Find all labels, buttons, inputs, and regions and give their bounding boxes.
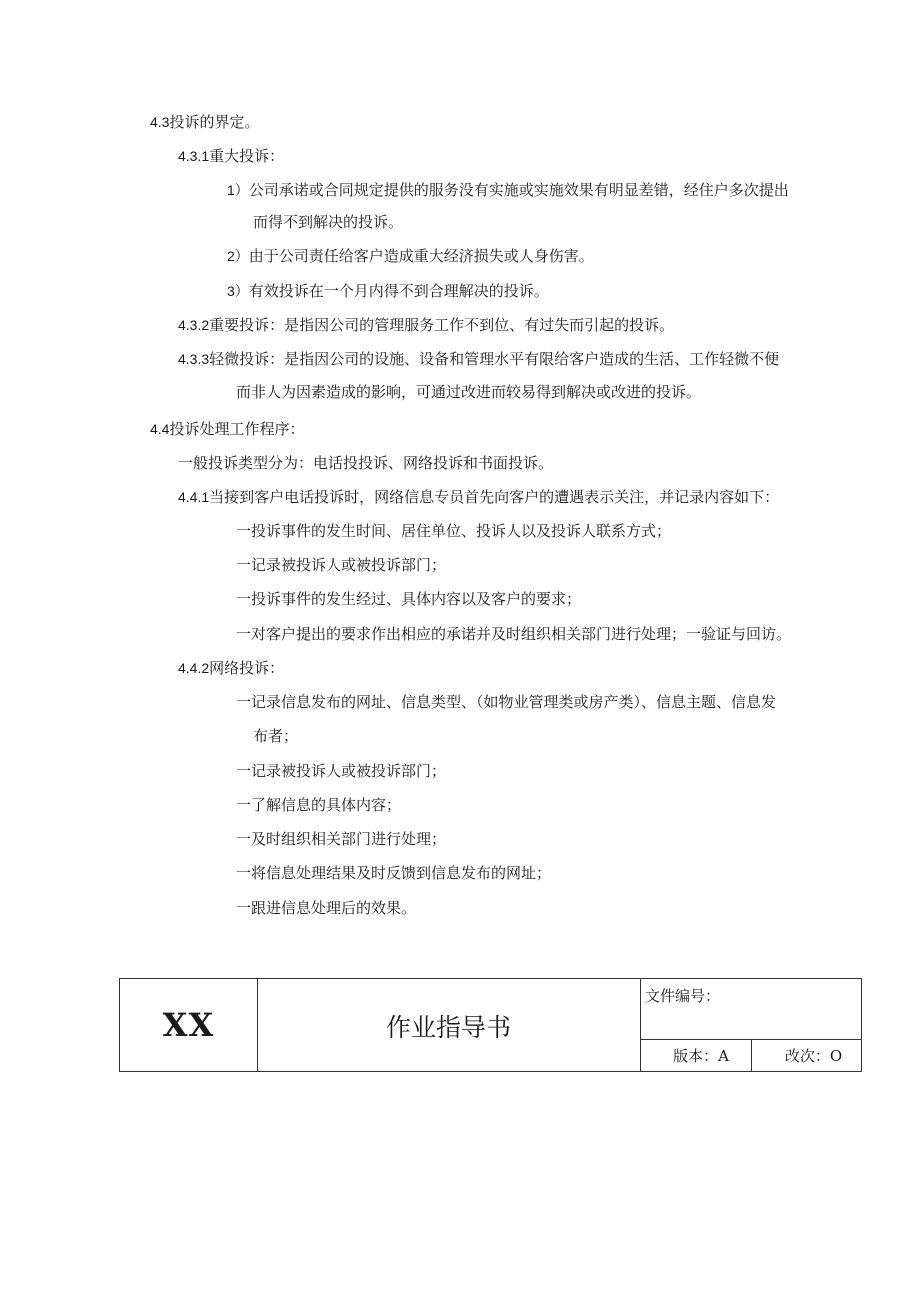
- list-item: [236, 555, 446, 575]
- list-item: [236, 521, 671, 541]
- item-number: 3）: [227, 283, 249, 299]
- item-text: 而得不到解决的投诉。: [253, 213, 404, 231]
- item-text: 一投诉事件的发生经过、具体内容以及客户的要求；: [236, 590, 582, 608]
- heading-4-3: [150, 112, 259, 132]
- item-number: 2）: [227, 248, 249, 264]
- item-text: 一记录被投诉人或被投诉部门；: [236, 762, 447, 780]
- version-label: 版本：A: [673, 1047, 729, 1065]
- item-text: 一了解信息的具体内容；: [236, 796, 402, 814]
- revision-label: 改次：O: [784, 1047, 843, 1065]
- list-item: [236, 692, 776, 712]
- company-name: XX: [162, 1006, 215, 1044]
- list-item: [227, 281, 549, 301]
- list-item-continuation: [253, 726, 298, 746]
- section-text: 而非人为因素造成的影响，可通过改进而较易得到解决或改进的投诉。: [236, 383, 702, 401]
- section-number: 4.4.1: [178, 489, 210, 505]
- heading-4-3-2: [178, 315, 674, 335]
- item-text: 一投诉事件的发生时间、居住单位、投诉人以及投诉人联系方式；: [236, 522, 672, 540]
- section-text: 投诉的界定。: [169, 113, 260, 131]
- list-item: [236, 829, 446, 849]
- company-logo-cell: [120, 979, 258, 1071]
- heading-4-4-2: [178, 658, 284, 678]
- list-item: [227, 180, 789, 200]
- section-text: 网络投诉：: [209, 659, 285, 677]
- heading-4-3-1: [178, 146, 284, 166]
- item-text: 一跟进信息处理后的效果。: [236, 899, 417, 917]
- section-number: 4.4.2: [178, 660, 210, 676]
- list-item: [236, 624, 791, 644]
- doc-number-label: 文件编号：: [645, 987, 721, 1005]
- heading-4-4: [150, 419, 304, 439]
- item-text: 由于公司责任给客户造成重大经济损失或人身伤害。: [248, 247, 594, 265]
- section-text: 重大投诉：: [209, 147, 285, 165]
- list-item: [236, 863, 551, 883]
- section-text: 当接到客户电话投诉时，网络信息专员首先向客户的遭遇表示关注，并记录内容如下：: [209, 488, 780, 506]
- paragraph: [178, 453, 553, 473]
- section-continuation: [236, 382, 701, 402]
- section-text: 重要投诉：是指因公司的管理服务工作不到位、有过失而引起的投诉。: [209, 316, 675, 334]
- doc-number-cell: [641, 979, 861, 1040]
- list-item: [236, 795, 401, 815]
- list-item: [236, 898, 416, 918]
- item-text: 一及时组织相关部门进行处理；: [236, 830, 447, 848]
- footer-info-table: [119, 978, 862, 1072]
- heading-4-3-3: [178, 349, 779, 369]
- doc-meta-cell: [641, 979, 861, 1071]
- list-item: [236, 761, 446, 781]
- version-cell: [641, 1040, 752, 1071]
- section-number: 4.4: [150, 421, 170, 437]
- doc-title-cell: [257, 979, 641, 1071]
- section-number: 4.3.2: [178, 317, 210, 333]
- item-number: 1）: [227, 182, 249, 198]
- item-text: 一将信息处理结果及时反馈到信息发布的网址；: [236, 864, 552, 882]
- doc-title: 作业指导书: [385, 1013, 511, 1042]
- item-text: 布者；: [253, 727, 299, 745]
- list-item: [227, 246, 594, 266]
- section-text: 轻微投诉：是指因公司的设施、设备和管理水平有限给客户造成的生活、工作轻微不便: [209, 350, 780, 368]
- item-text: 有效投诉在一个月内得不到合理解决的投诉。: [248, 282, 549, 300]
- revision-cell: [752, 1040, 861, 1071]
- section-text: 投诉处理工作程序：: [169, 420, 305, 438]
- list-item: [236, 589, 581, 609]
- item-text: 公司承诺或合同规定提供的服务没有实施或实施效果有明显差错，经住户多次提出: [248, 181, 789, 199]
- section-number: 4.3: [150, 114, 170, 130]
- item-text: 一记录被投诉人或被投诉部门；: [236, 556, 447, 574]
- list-item-continuation: [253, 212, 403, 232]
- item-text: 一对客户提出的要求作出相应的承诺并及时组织相关部门进行处理；一验证与回访。: [236, 625, 792, 643]
- section-number: 4.3.1: [178, 148, 210, 164]
- section-number: 4.3.3: [178, 351, 210, 367]
- paragraph-text: 一般投诉类型分为：电话投投诉、网络投诉和书面投诉。: [178, 454, 554, 472]
- heading-4-4-1: [178, 487, 779, 507]
- item-text: 一记录信息发布的网址、信息类型、（如物业管理类或房产类）、信息主题、信息发: [236, 693, 777, 711]
